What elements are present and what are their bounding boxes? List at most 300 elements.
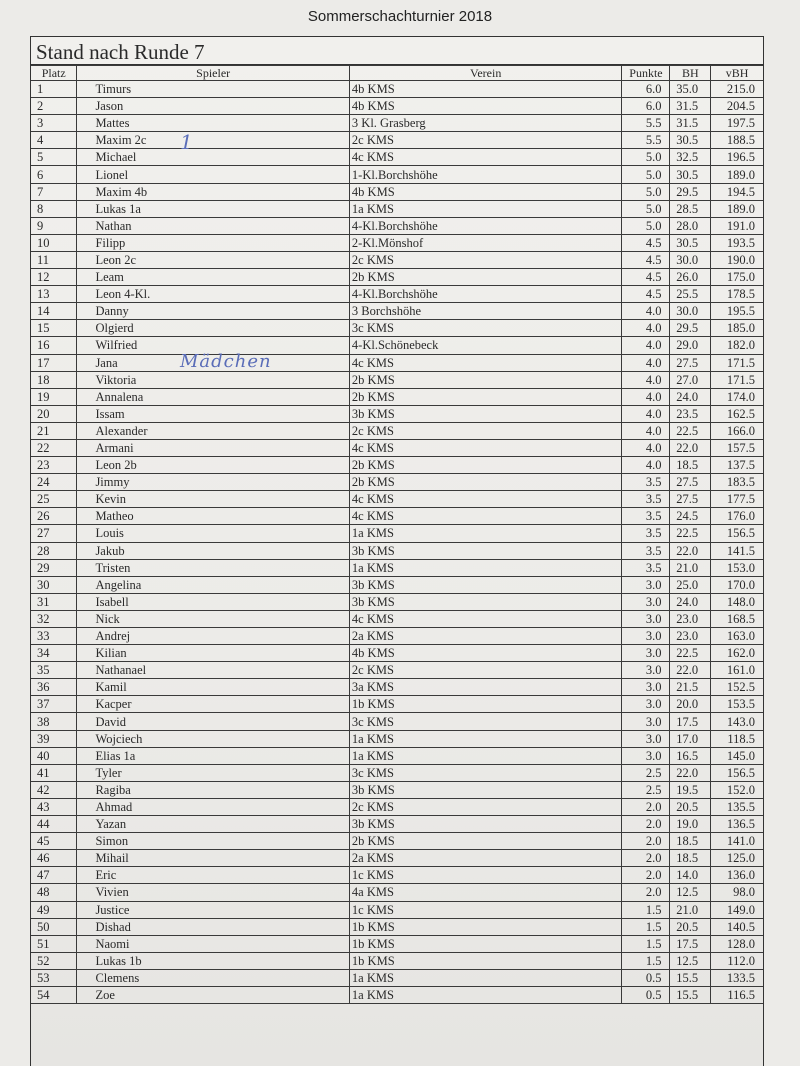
header-club: Verein [349,66,621,81]
vbh-cell: 153.0 [711,559,763,576]
table-row [31,542,763,559]
bh-cell: 27.5 [670,474,711,491]
place-cell: 34 [31,645,77,662]
points-cell: 6.0 [622,81,670,98]
bh-cell: 32.5 [670,149,711,166]
points-cell: 0.5 [622,969,670,986]
player-cell: Annalena [77,388,349,405]
club-cell: 2b KMS [349,474,621,491]
club-cell: 1b KMS [349,935,621,952]
points-cell: 5.0 [622,166,670,183]
table-row [31,405,763,422]
club-cell: 1a KMS [349,525,621,542]
player-cell: Jimmy [77,474,349,491]
place-cell: 33 [31,628,77,645]
player-cell: Naomi [77,935,349,952]
vbh-cell: 204.5 [711,98,763,115]
club-cell: 2b KMS [349,457,621,474]
player-cell: Zoe [77,986,349,1003]
table-row [31,610,763,627]
table-row [31,388,763,405]
table-row [31,457,763,474]
table-row [31,439,763,456]
table-row [31,559,763,576]
table-row [31,833,763,850]
place-cell: 24 [31,474,77,491]
place-cell: 19 [31,388,77,405]
vbh-cell: 182.0 [711,337,763,354]
player-cell: Yazan [77,816,349,833]
bh-cell: 18.5 [670,833,711,850]
table-row [31,371,763,388]
vbh-cell: 189.0 [711,166,763,183]
table-row [31,816,763,833]
standings-title: Stand nach Runde 7 [31,37,763,65]
player-cell: Lionel [77,166,349,183]
club-cell: 3b KMS [349,593,621,610]
table-row [31,730,763,747]
vbh-cell: 116.5 [711,986,763,1003]
bh-cell: 25.0 [670,576,711,593]
vbh-cell: 168.5 [711,610,763,627]
player-cell: Maxim 4b [77,183,349,200]
table-row [31,337,763,354]
bh-cell: 31.5 [670,115,711,132]
points-cell: 3.0 [622,679,670,696]
points-cell: 2.0 [622,850,670,867]
points-cell: 2.0 [622,833,670,850]
vbh-cell: 140.5 [711,918,763,935]
place-cell: 10 [31,234,77,251]
club-cell: 4-Kl.Borchshöhe [349,286,621,303]
points-cell: 3.5 [622,508,670,525]
club-cell: 1c KMS [349,901,621,918]
place-cell: 32 [31,610,77,627]
club-cell: 1b KMS [349,952,621,969]
club-cell: 1c KMS [349,867,621,884]
club-cell: 2c KMS [349,422,621,439]
vbh-cell: 185.0 [711,320,763,337]
vbh-cell: 176.0 [711,508,763,525]
player-cell: Clemens [77,969,349,986]
place-cell: 3 [31,115,77,132]
place-cell: 42 [31,781,77,798]
points-cell: 3.0 [622,628,670,645]
bh-cell: 27.0 [670,371,711,388]
club-cell: 4b KMS [349,81,621,98]
player-cell: Mihail [77,850,349,867]
player-cell: Matheo [77,508,349,525]
bh-cell: 17.0 [670,730,711,747]
bh-cell: 27.5 [670,354,711,371]
table-row [31,320,763,337]
bh-cell: 22.0 [670,542,711,559]
points-cell: 3.5 [622,474,670,491]
place-cell: 44 [31,816,77,833]
points-cell: 2.0 [622,867,670,884]
vbh-cell: 174.0 [711,388,763,405]
bh-cell: 15.5 [670,969,711,986]
vbh-cell: 171.5 [711,354,763,371]
table-row [31,81,763,98]
player-cell: Nathanael [77,662,349,679]
table-row [31,969,763,986]
points-cell: 3.5 [622,491,670,508]
place-cell: 12 [31,269,77,286]
table-row [31,525,763,542]
bh-cell: 24.0 [670,593,711,610]
bh-cell: 20.0 [670,696,711,713]
bh-cell: 31.5 [670,98,711,115]
handwritten-note-one: 1 [180,130,193,154]
table-row [31,149,763,166]
player-cell: Louis [77,525,349,542]
club-cell: 1a KMS [349,730,621,747]
club-cell: 4b KMS [349,98,621,115]
table-row [31,98,763,115]
club-cell: 3b KMS [349,405,621,422]
place-cell: 40 [31,747,77,764]
points-cell: 3.0 [622,610,670,627]
header-player: Spieler [77,66,349,81]
bh-cell: 30.5 [670,166,711,183]
club-cell: 1a KMS [349,986,621,1003]
vbh-cell: 215.0 [711,81,763,98]
place-cell: 43 [31,798,77,815]
header-row [31,66,763,81]
player-cell: Issam [77,405,349,422]
club-cell: 4c KMS [349,354,621,371]
points-cell: 3.0 [622,645,670,662]
bh-cell: 30.5 [670,132,711,149]
club-cell: 1a KMS [349,747,621,764]
place-cell: 13 [31,286,77,303]
club-cell: 1a KMS [349,559,621,576]
club-cell: 2c KMS [349,798,621,815]
place-cell: 31 [31,593,77,610]
player-cell: Justice [77,901,349,918]
bh-cell: 22.0 [670,439,711,456]
place-cell: 9 [31,217,77,234]
place-cell: 53 [31,969,77,986]
points-cell: 2.0 [622,798,670,815]
place-cell: 27 [31,525,77,542]
club-cell: 2-Kl.Mönshof [349,234,621,251]
place-cell: 46 [31,850,77,867]
vbh-cell: 152.0 [711,781,763,798]
bh-cell: 28.0 [670,217,711,234]
club-cell: 1b KMS [349,918,621,935]
points-cell: 4.0 [622,337,670,354]
club-cell: 1a KMS [349,969,621,986]
bh-cell: 26.0 [670,269,711,286]
player-cell: Danny [77,303,349,320]
player-cell: Lukas 1b [77,952,349,969]
bh-cell: 22.5 [670,645,711,662]
header-vbh: vBH [711,66,763,81]
table-row [31,508,763,525]
points-cell: 5.0 [622,200,670,217]
player-cell: Tristen [77,559,349,576]
player-cell: Jason [77,98,349,115]
place-cell: 4 [31,132,77,149]
table-row [31,867,763,884]
place-cell: 16 [31,337,77,354]
table-row [31,422,763,439]
points-cell: 3.0 [622,696,670,713]
header-bh: BH [670,66,711,81]
table-row [31,286,763,303]
table-row [31,269,763,286]
vbh-cell: 133.5 [711,969,763,986]
bh-cell: 21.0 [670,901,711,918]
place-cell: 49 [31,901,77,918]
club-cell: 2c KMS [349,251,621,268]
vbh-cell: 98.0 [711,884,763,901]
player-cell: Wilfried [77,337,349,354]
vbh-cell: 143.0 [711,713,763,730]
points-cell: 2.5 [622,781,670,798]
bh-cell: 19.5 [670,781,711,798]
player-cell: Tyler [77,764,349,781]
place-cell: 5 [31,149,77,166]
table-row [31,234,763,251]
place-cell: 22 [31,439,77,456]
place-cell: 7 [31,183,77,200]
vbh-cell: 170.0 [711,576,763,593]
bh-cell: 15.5 [670,986,711,1003]
vbh-cell: 125.0 [711,850,763,867]
bh-cell: 23.0 [670,628,711,645]
place-cell: 6 [31,166,77,183]
place-cell: 1 [31,81,77,98]
points-cell: 3.0 [622,730,670,747]
place-cell: 18 [31,371,77,388]
player-cell: Ahmad [77,798,349,815]
place-cell: 35 [31,662,77,679]
place-cell: 8 [31,200,77,217]
player-cell: Olgierd [77,320,349,337]
vbh-cell: 171.5 [711,371,763,388]
player-cell: Kevin [77,491,349,508]
player-cell: Ragiba [77,781,349,798]
club-cell: 3c KMS [349,713,621,730]
table-row [31,645,763,662]
table-row [31,200,763,217]
table-row [31,952,763,969]
standings-table [31,65,763,1004]
place-cell: 51 [31,935,77,952]
club-cell: 2b KMS [349,371,621,388]
club-cell: 2b KMS [349,833,621,850]
vbh-cell: 128.0 [711,935,763,952]
place-cell: 37 [31,696,77,713]
vbh-cell: 141.5 [711,542,763,559]
table-row [31,491,763,508]
bh-cell: 30.0 [670,251,711,268]
club-cell: 4c KMS [349,508,621,525]
club-cell: 4c KMS [349,610,621,627]
club-cell: 3 Kl. Grasberg [349,115,621,132]
vbh-cell: 162.5 [711,405,763,422]
vbh-cell: 196.5 [711,149,763,166]
bh-cell: 22.5 [670,422,711,439]
bh-cell: 18.5 [670,457,711,474]
club-cell: 3b KMS [349,576,621,593]
player-cell: Simon [77,833,349,850]
table-row [31,935,763,952]
vbh-cell: 195.5 [711,303,763,320]
bh-cell: 25.5 [670,286,711,303]
table-row [31,781,763,798]
place-cell: 15 [31,320,77,337]
bh-cell: 14.0 [670,867,711,884]
points-cell: 4.5 [622,251,670,268]
player-cell: Jakub [77,542,349,559]
bh-cell: 17.5 [670,935,711,952]
player-cell: Timurs [77,81,349,98]
standings-sheet [30,36,764,1066]
club-cell: 3c KMS [349,320,621,337]
player-cell: Mattes [77,115,349,132]
player-cell: Vivien [77,884,349,901]
vbh-cell: 191.0 [711,217,763,234]
points-cell: 4.0 [622,457,670,474]
vbh-cell: 175.0 [711,269,763,286]
table-row [31,713,763,730]
points-cell: 1.5 [622,901,670,918]
place-cell: 50 [31,918,77,935]
player-cell: Elias 1a [77,747,349,764]
table-row [31,918,763,935]
player-cell: Kacper [77,696,349,713]
points-cell: 4.0 [622,320,670,337]
place-cell: 30 [31,576,77,593]
club-cell: 4c KMS [349,439,621,456]
place-cell: 41 [31,764,77,781]
points-cell: 1.5 [622,935,670,952]
player-cell: Andrej [77,628,349,645]
player-cell: Nick [77,610,349,627]
vbh-cell: 148.0 [711,593,763,610]
place-cell: 39 [31,730,77,747]
points-cell: 5.0 [622,183,670,200]
player-cell: Nathan [77,217,349,234]
place-cell: 17 [31,354,77,371]
bh-cell: 30.0 [670,303,711,320]
points-cell: 4.5 [622,286,670,303]
bh-cell: 29.5 [670,183,711,200]
points-cell: 4.5 [622,234,670,251]
place-cell: 48 [31,884,77,901]
vbh-cell: 152.5 [711,679,763,696]
place-cell: 52 [31,952,77,969]
bh-cell: 24.0 [670,388,711,405]
player-cell: Lukas 1a [77,200,349,217]
club-cell: 3b KMS [349,542,621,559]
bh-cell: 21.5 [670,679,711,696]
table-row [31,593,763,610]
player-cell: Jana [77,354,349,371]
vbh-cell: 197.5 [711,115,763,132]
place-cell: 14 [31,303,77,320]
points-cell: 6.0 [622,98,670,115]
header-place: Platz [31,66,77,81]
points-cell: 3.0 [622,713,670,730]
vbh-cell: 112.0 [711,952,763,969]
points-cell: 4.0 [622,388,670,405]
place-cell: 26 [31,508,77,525]
vbh-cell: 153.5 [711,696,763,713]
table-row [31,576,763,593]
table-row [31,354,763,371]
vbh-cell: 178.5 [711,286,763,303]
vbh-cell: 166.0 [711,422,763,439]
table-row [31,679,763,696]
table-row [31,183,763,200]
points-cell: 3.0 [622,662,670,679]
table-row [31,132,763,149]
player-cell: Alexander [77,422,349,439]
vbh-cell: 177.5 [711,491,763,508]
points-cell: 2.0 [622,884,670,901]
player-cell: Maxim 2c [77,132,349,149]
player-cell: Armani [77,439,349,456]
points-cell: 5.0 [622,149,670,166]
bh-cell: 23.5 [670,405,711,422]
vbh-cell: 161.0 [711,662,763,679]
bh-cell: 27.5 [670,491,711,508]
place-cell: 45 [31,833,77,850]
club-cell: 3b KMS [349,781,621,798]
vbh-cell: 190.0 [711,251,763,268]
table-row [31,696,763,713]
club-cell: 1-Kl.Borchshöhe [349,166,621,183]
player-cell: Wojciech [77,730,349,747]
place-cell: 36 [31,679,77,696]
table-row [31,747,763,764]
vbh-cell: 188.5 [711,132,763,149]
player-cell: Leon 2b [77,457,349,474]
place-cell: 25 [31,491,77,508]
club-cell: 2b KMS [349,269,621,286]
player-cell: Viktoria [77,371,349,388]
vbh-cell: 149.0 [711,901,763,918]
points-cell: 2.0 [622,816,670,833]
table-row [31,251,763,268]
place-cell: 54 [31,986,77,1003]
points-cell: 3.5 [622,542,670,559]
vbh-cell: 189.0 [711,200,763,217]
player-cell: Dishad [77,918,349,935]
player-cell: Kamil [77,679,349,696]
player-cell: Angelina [77,576,349,593]
points-cell: 4.0 [622,371,670,388]
bh-cell: 23.0 [670,610,711,627]
vbh-cell: 137.5 [711,457,763,474]
bh-cell: 22.0 [670,764,711,781]
club-cell: 2a KMS [349,850,621,867]
bh-cell: 28.5 [670,200,711,217]
club-cell: 2c KMS [349,662,621,679]
club-cell: 2a KMS [349,628,621,645]
place-cell: 38 [31,713,77,730]
vbh-cell: 136.0 [711,867,763,884]
place-cell: 20 [31,405,77,422]
points-cell: 3.5 [622,559,670,576]
bh-cell: 30.5 [670,234,711,251]
points-cell: 1.5 [622,918,670,935]
